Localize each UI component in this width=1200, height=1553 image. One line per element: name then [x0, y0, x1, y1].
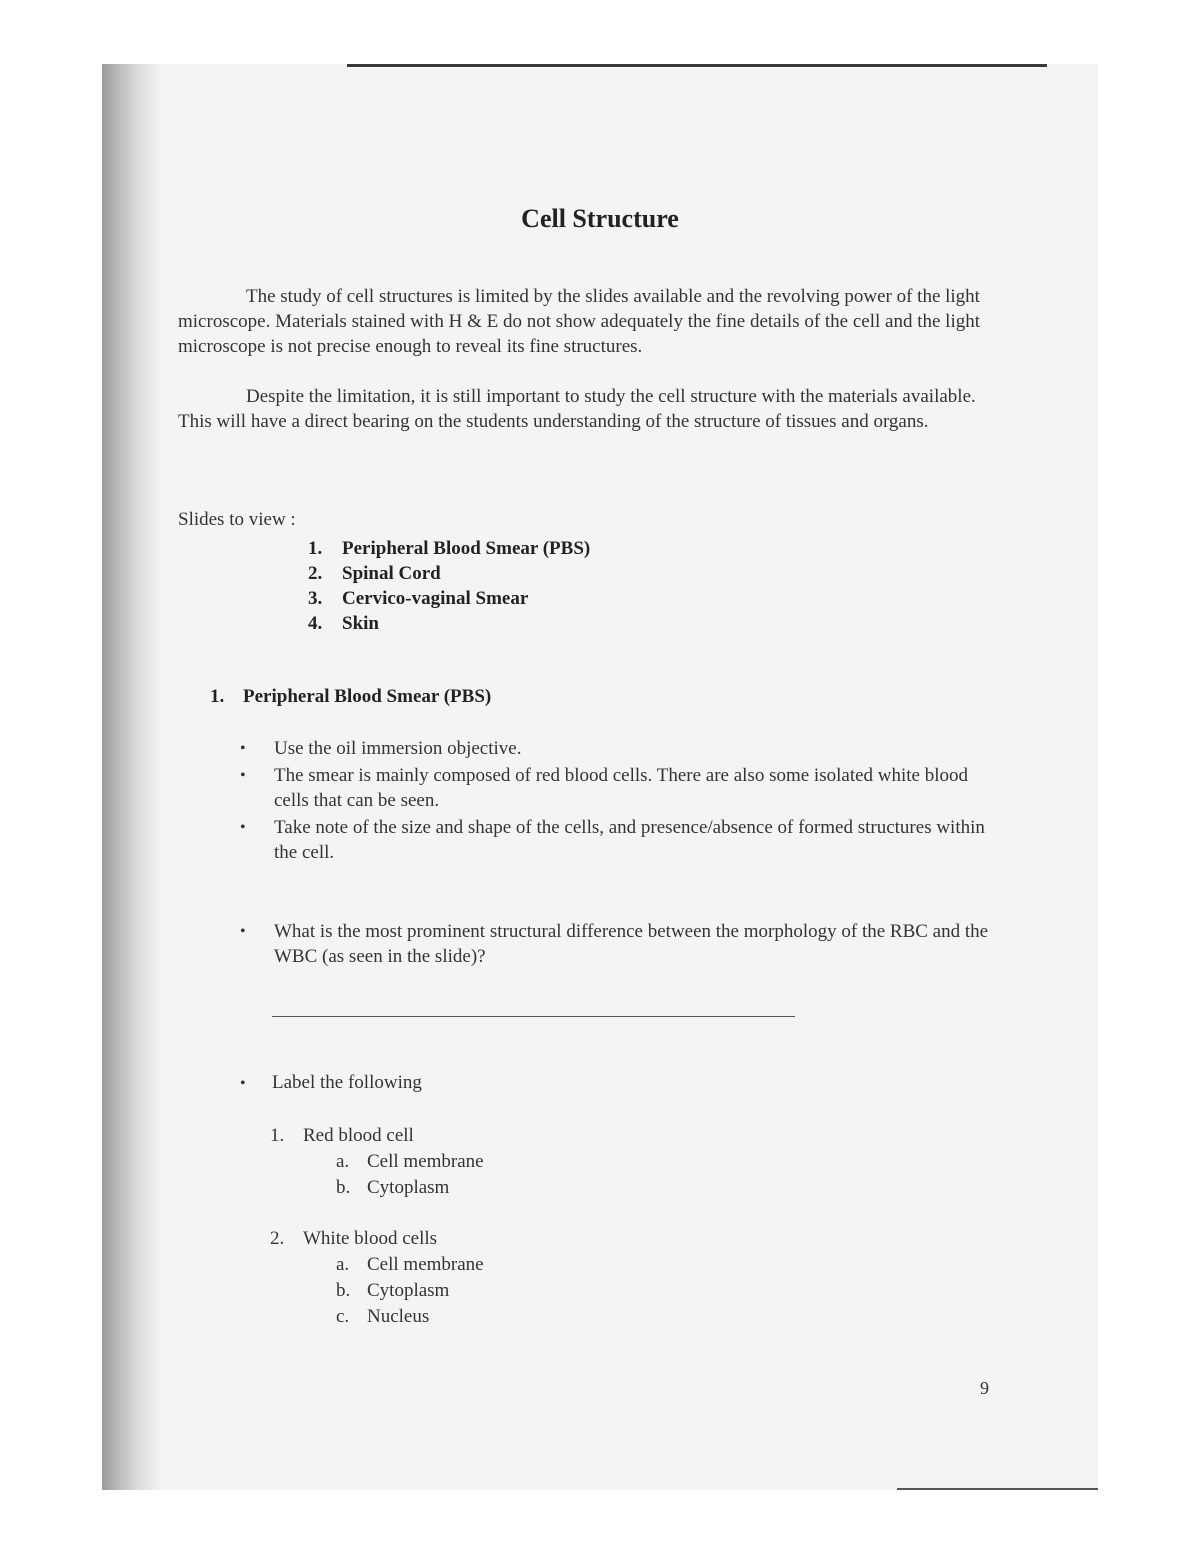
instruction-text: The smear is mainly composed of red blood cells. There are also some isolated white blood cells that can be seen. [274, 765, 969, 811]
document-page [102, 64, 1098, 1490]
list-letter: b. [336, 1177, 351, 1198]
label-part [336, 1175, 449, 1201]
slides-list-item [308, 561, 590, 586]
list-number: 2. [270, 1228, 285, 1249]
label-part [336, 1304, 429, 1330]
slide-label: Peripheral Blood Smear (PBS) [342, 538, 591, 559]
label-part-text: Cytoplasm [367, 1280, 450, 1301]
page-top-edge [347, 64, 1047, 67]
page-number: 9 [980, 1378, 989, 1398]
label-part [336, 1149, 484, 1175]
slides-list-item [308, 586, 590, 611]
list-item [238, 815, 998, 865]
answer-line[interactable] [272, 1016, 795, 1017]
slide-label: Spinal Cord [342, 563, 441, 584]
instruction-text: Take note of the size and shape of the cells, and presence/absence of formed structures within the cell. [274, 817, 985, 863]
label-prompt-text: Label the following [272, 1072, 422, 1093]
label-item-white-blood-cells [270, 1226, 437, 1252]
slides-list [308, 536, 590, 636]
binding-shadow [102, 64, 162, 1490]
question-list [238, 919, 998, 971]
bullet-icon: • [240, 767, 246, 784]
list-number: 3. [308, 588, 323, 609]
list-number: 1. [270, 1125, 285, 1146]
slides-label: Slides to view : [178, 509, 296, 530]
bullet-icon: • [240, 923, 246, 940]
bullet-icon: • [240, 1075, 246, 1092]
label-part-text: Nucleus [367, 1306, 430, 1327]
label-prompt [238, 1072, 422, 1094]
label-part-text: Cell membrane [367, 1254, 484, 1275]
list-number: 4. [308, 613, 323, 634]
list-number: 1. [308, 538, 323, 559]
label-item-red-blood-cell [270, 1123, 414, 1149]
label-part [336, 1252, 484, 1278]
section-number: 1. [210, 686, 225, 707]
bullet-icon: • [240, 740, 246, 757]
slide-label: Cervico-vaginal Smear [342, 588, 529, 609]
section-title: Peripheral Blood Smear (PBS) [243, 686, 492, 707]
page-bottom-edge [897, 1488, 1098, 1490]
bullet-icon: • [240, 819, 246, 836]
list-number: 2. [308, 563, 323, 584]
label-part-text: Cell membrane [367, 1151, 484, 1172]
list-letter: a. [336, 1254, 350, 1275]
list-letter: c. [336, 1306, 350, 1327]
section-heading [210, 686, 491, 708]
label-part-text: Cytoplasm [367, 1177, 450, 1198]
slides-list-item [308, 611, 590, 636]
slides-list-item [308, 536, 590, 561]
label-item-text: White blood cells [303, 1228, 438, 1249]
instruction-list [238, 736, 998, 867]
question-text: What is the most prominent structural difference between the morphology of the RBC and the WBC (as seen in the slide)? [274, 921, 989, 967]
intro-paragraph-2: Despite the limitation, it is still important to study the cell structure with the materials available. This will have a direct bearing on the students understanding of the structure of tissues and organs. [178, 386, 976, 432]
list-letter: a. [336, 1151, 350, 1172]
list-item [238, 736, 998, 761]
page-title: Cell Structure [521, 204, 679, 233]
list-item [238, 763, 998, 813]
label-item-text: Red blood cell [303, 1125, 414, 1146]
label-part [336, 1278, 449, 1304]
instruction-text: Use the oil immersion objective. [274, 738, 522, 759]
list-letter: b. [336, 1280, 351, 1301]
intro-paragraph-1: The study of cell structures is limited by the slides available and the revolving power of the light microscope. Materials stained with H & E do not show adequately the fine details of the cell and the light microscope is not precise enough to reveal its fine structures. [178, 286, 981, 357]
list-item [238, 919, 998, 969]
slide-label: Skin [342, 613, 379, 634]
